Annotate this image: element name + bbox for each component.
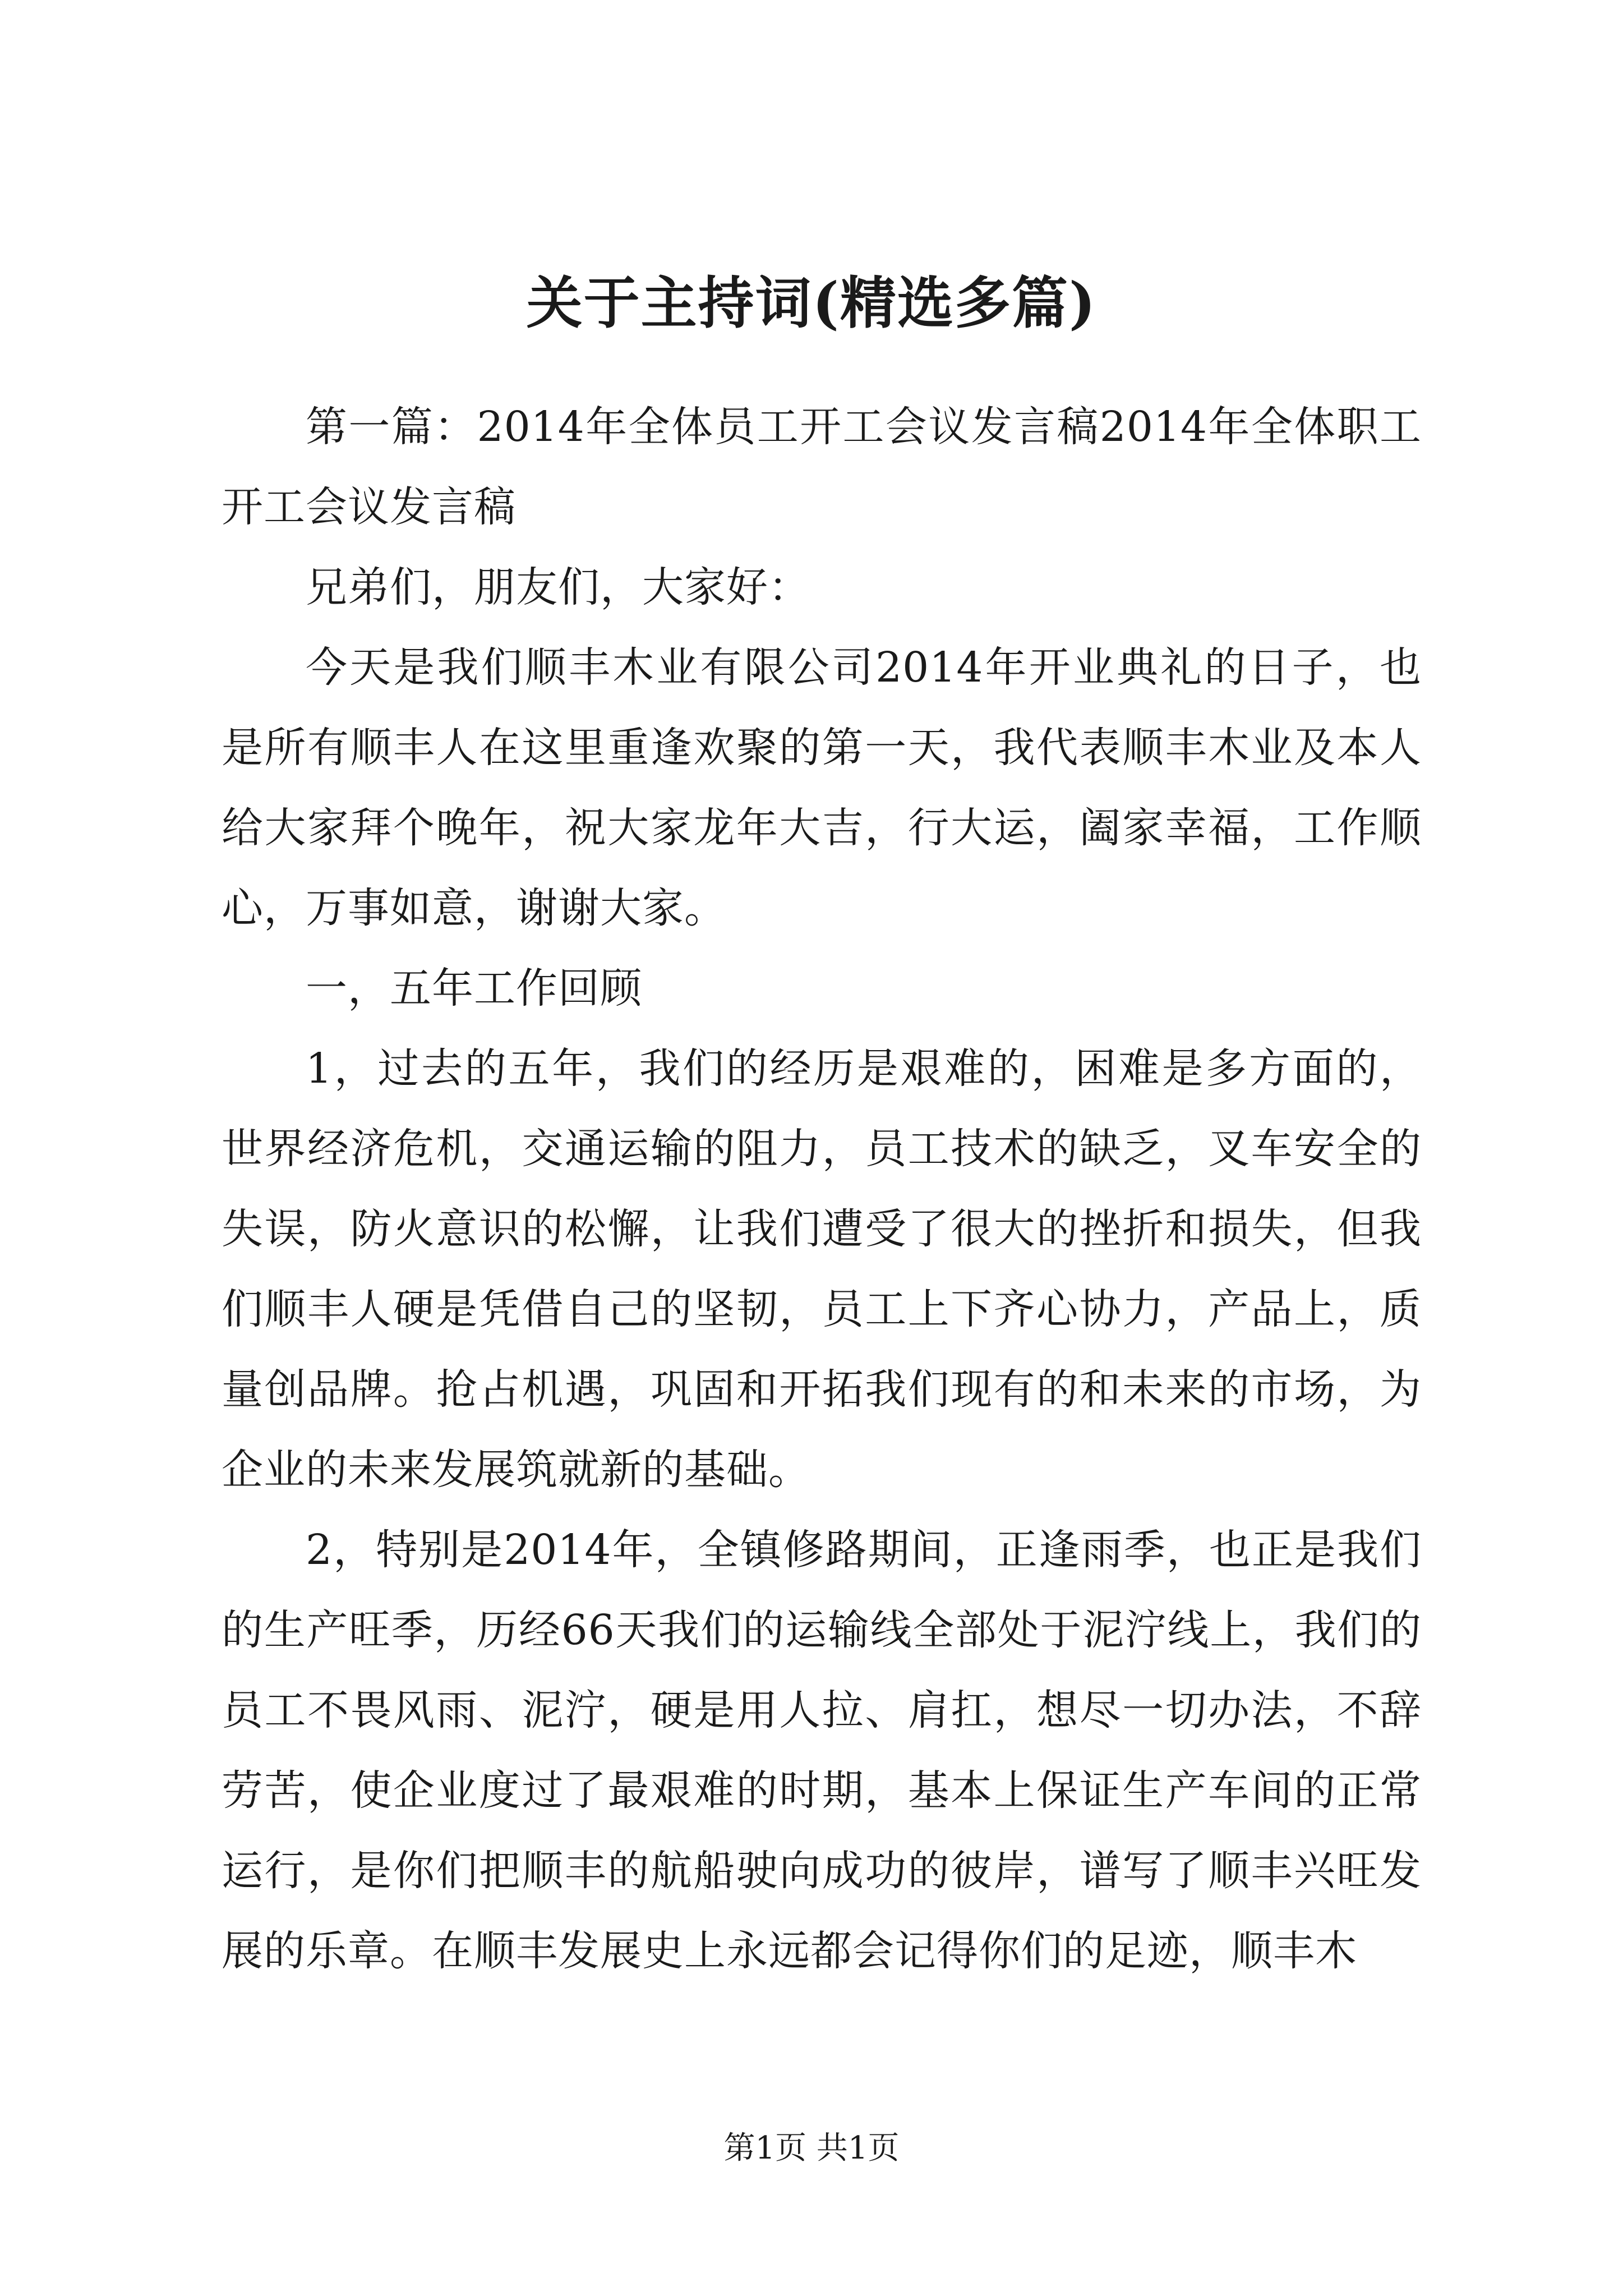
paragraph-6: 2，特别是2014年，全镇修路期间，正逢雨季，也正是我们的生产旺季，历经66天我们的运输线全部处于泥泞线上，我们的员工不畏风雨、泥泞，硬是用人拉、肩扛，想尽一切办法，不辞劳苦，使企业度过了最艰难的时期，基本上保证生产车间的正常运行，是你们把顺丰的航船驶向成功的彼岸，谱写了顺丰兴旺发展的乐章。在顺丰发展史上永远都会记得你们的足迹，顺丰木 xyxy=(222,1526,1422,1975)
paragraph-2: 兄弟们，朋友们，大家好： xyxy=(306,563,810,611)
page-footer: 第1页 共1页 xyxy=(723,2130,900,2166)
paragraph-3: 今天是我们顺丰木业有限公司2014年开业典礼的日子，也是所有顺丰人在这里重逢欢聚的第一天，我代表顺丰木业及本人给大家拜个晚年，祝大家龙年大吉，行大运，阖家幸福，工作顺心，万事如意，谢谢大家。 xyxy=(222,643,1422,932)
document-title: 关于主持词(精选多篇) xyxy=(526,270,1097,336)
paragraph-5: 1，过去的五年，我们的经历是艰难的，困难是多方面的，世界经济危机，交通运输的阻力，员工技术的缺乏，叉车安全的失误，防火意识的松懈，让我们遭受了很大的挫折和损失，但我们顺丰人硬是凭借自己的坚韧，员工上下齐心协力，产品上，质量创品牌。抢占机遇，巩固和开拓我们现有的和未来的市场，为企业的未来发展筑就新的基础。 xyxy=(222,1045,1422,1494)
paragraph-1: 第一篇：2014年全体员工开工会议发言稿2014年全体职工开工会议发言稿 xyxy=(222,403,1422,531)
paragraph-4: 一，五年工作回顾 xyxy=(306,964,642,1013)
document-body xyxy=(222,387,1422,1991)
